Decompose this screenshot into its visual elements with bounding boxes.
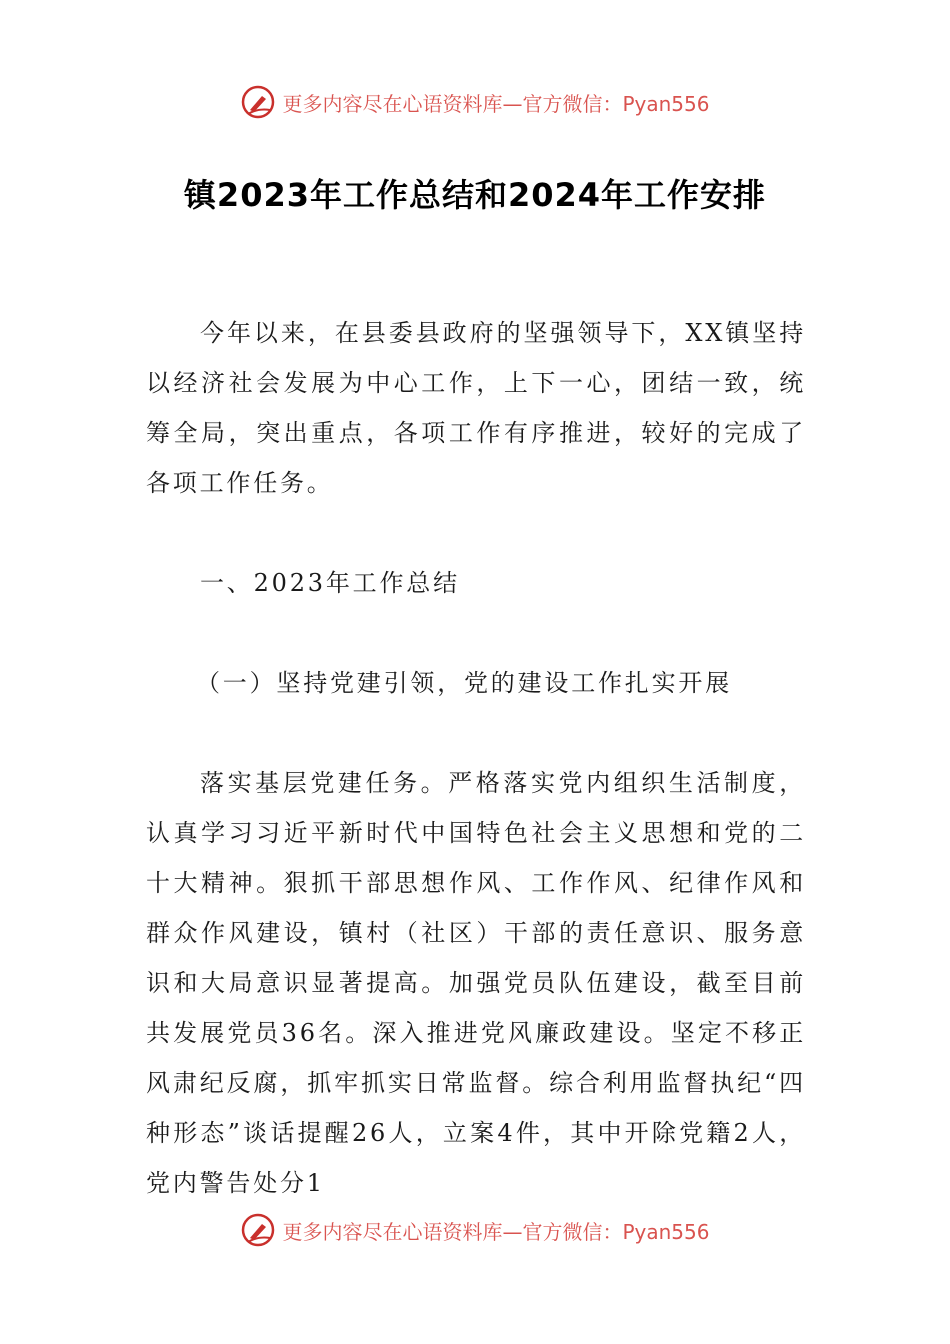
watermark-footer — [0, 1212, 950, 1248]
watermark-text: 更多内容尽在心语资料库—官方微信：Pyan556 — [282, 1219, 710, 1244]
subsection-heading: （一）坚持党建引领，党的建设工作扎实开展 — [196, 669, 732, 697]
watermark-header — [0, 84, 950, 120]
pen-logo-icon — [240, 84, 276, 120]
page-title: 镇2023年工作总结和2024年工作安排 — [183, 176, 767, 214]
section-heading: 一、2023年工作总结 — [200, 569, 460, 597]
intro-paragraph: 今年以来，在县委县政府的坚强领导下，XX镇坚持以经济社会发展为中心工作，上下一心，团结一致，统筹全局，突出重点，各项工作有序推进，较好的完成了各项工作任务。 — [146, 319, 806, 497]
pen-logo-icon — [240, 1212, 276, 1248]
body-paragraph: 落实基层党建任务。严格落实党内组织生活制度，认真学习习近平新时代中国特色社会主义思想和党的二十大精神。狠抓干部思想作风、工作作风、纪律作风和群众作风建设，镇村（社区）干部的责任意识、服务意识和大局意识显著提高。加强党员队伍建设，截至目前共发展党员36名。深入推进党风廉政建设。坚定不移正风肃纪反腐，抓牢抓实日常监督。综合利用监督执纪“四种形态”谈话提醒26人，立案4件，其中开除党籍2人，党内警告处分1 — [146, 769, 806, 1197]
watermark-text: 更多内容尽在心语资料库—官方微信：Pyan556 — [282, 91, 710, 116]
